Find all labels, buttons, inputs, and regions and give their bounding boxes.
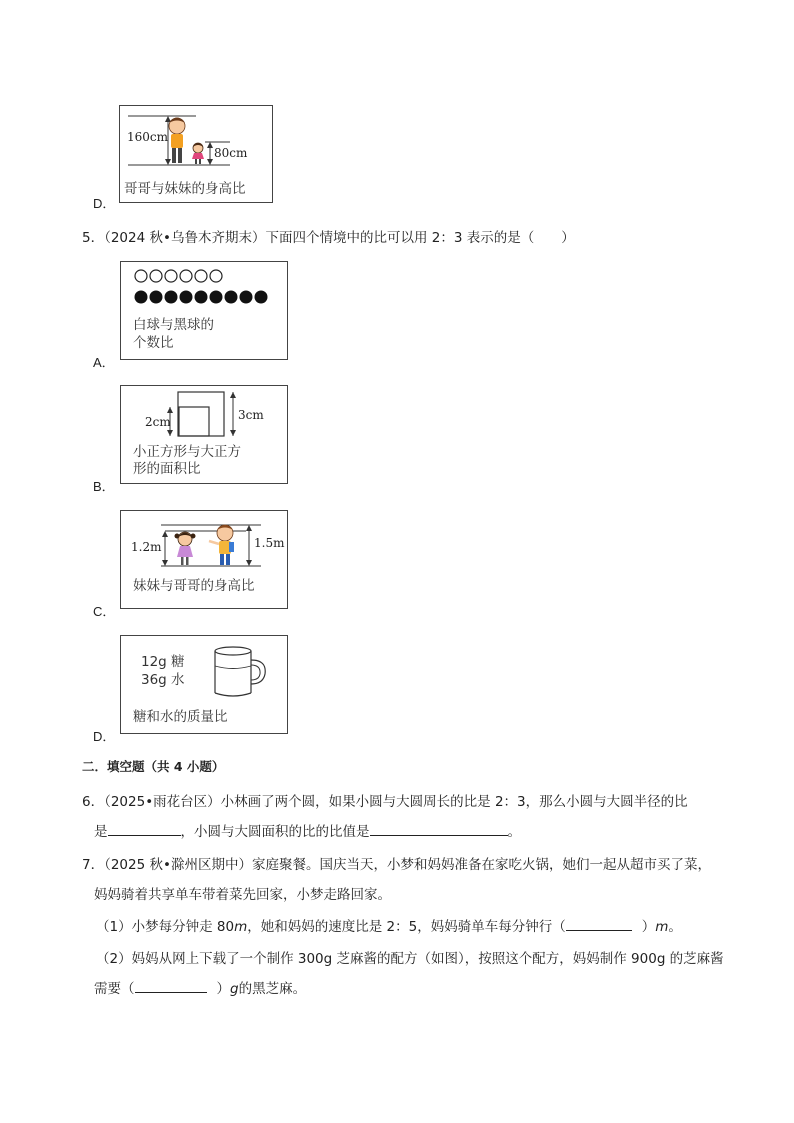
- boy-height-label: 160cm: [127, 130, 169, 144]
- unit-m: m: [655, 919, 669, 935]
- option-letter-b: B．: [93, 479, 115, 494]
- question-7-sub-2-line-2: [94, 977, 306, 997]
- q5-option-c-figure: [120, 510, 288, 609]
- figure-caption: 糖和水的质量比: [133, 709, 228, 725]
- cup-icon: [121, 636, 286, 706]
- answer-blank-mom-speed[interactable]: [566, 916, 632, 931]
- black-ball: [195, 291, 208, 304]
- white-ball: [210, 270, 222, 282]
- balls-illustration: [121, 262, 286, 312]
- boy-figure: [169, 118, 185, 164]
- q5-option-a-figure: [120, 261, 288, 360]
- black-ball: [150, 291, 163, 304]
- small-square-side-label: 2cm: [145, 415, 171, 429]
- girl-figure: [175, 532, 196, 565]
- water-amount: 36g 水: [141, 672, 185, 688]
- big-square-side-label: 3cm: [238, 408, 264, 422]
- sub2-prefix: 需要（: [94, 981, 135, 997]
- caption-line-2: 个数比: [133, 335, 174, 351]
- q5-option-d-figure: [120, 635, 288, 734]
- black-ball: [225, 291, 238, 304]
- close-paren: ）: [216, 981, 230, 997]
- question-7-line-1: 7．（2025 秋•滁州区期中）家庭聚餐。国庆当天，小梦和妈妈准备在家吃火锅，她们一起从超市买了菜，: [82, 857, 711, 873]
- answer-blank-area-ratio-value[interactable]: [370, 821, 508, 836]
- caption-line-1: 白球与黑球的: [133, 317, 214, 333]
- q4-option-d-figure: [119, 105, 273, 203]
- white-ball: [135, 270, 147, 282]
- question-7-sub-2-line-1: （2）妈妈从网上下载了一个制作 300g 芝麻酱的配方（如图），按照这个配方，妈妈制作 900g 的芝麻酱: [96, 951, 724, 967]
- question-7-line-2: 妈妈骑着共享单车带着菜先回家，小梦走路回家。: [94, 887, 391, 903]
- figure-caption: 妹妹与哥哥的身高比: [133, 578, 255, 594]
- unit-m: m: [234, 919, 248, 935]
- white-ball: [165, 270, 177, 282]
- option-letter-c: C．: [93, 604, 116, 619]
- white-ball: [180, 270, 192, 282]
- q5-option-b-figure: [120, 385, 288, 484]
- black-ball: [165, 291, 178, 304]
- question-7-sub-1: [96, 915, 682, 935]
- black-ball: [135, 291, 148, 304]
- sugar-amount: 12g 糖: [141, 654, 185, 670]
- option-letter-d: D．: [93, 729, 116, 744]
- sub1-prefix: （1）小梦每分钟走 80: [96, 919, 235, 935]
- caption-line-2: 形的面积比: [133, 461, 201, 477]
- sub1-mid: ，她和妈妈的速度比是 2：5，妈妈骑单车每分钟行（: [247, 919, 566, 935]
- girl-height-label: 80cm: [214, 146, 248, 160]
- black-ball: [255, 291, 268, 304]
- answer-blank-radius-ratio[interactable]: [108, 821, 181, 836]
- close-paren: ）: [641, 919, 656, 935]
- option-letter-d: D．: [93, 196, 116, 211]
- question-6-line-1: 6．（2025•雨花台区）小林画了两个圆，如果小圆与大圆周长的比是 2：3，那么小圆与大圆半径的比: [82, 794, 688, 810]
- black-ball: [240, 291, 253, 304]
- caption-line-1: 小正方形与大正方: [133, 444, 241, 460]
- white-ball: [150, 270, 162, 282]
- unit-g: g: [230, 981, 239, 997]
- black-ball: [180, 291, 193, 304]
- section-title: 二．填空题（共 4 小题）: [82, 759, 225, 774]
- option-letter-a: A．: [93, 355, 115, 370]
- white-ball: [195, 270, 207, 282]
- period: 。: [668, 919, 682, 935]
- question-5-stem: 5．（2024 秋•乌鲁木齐期末）下面四个情境中的比可以用 2：3 表示的是（ ）: [82, 230, 575, 246]
- sub2-end: 的黑芝麻。: [238, 981, 307, 997]
- prefix-text: 是: [94, 824, 108, 840]
- question-6-line-2: [94, 820, 521, 840]
- girl-figure: [192, 143, 204, 164]
- girl-height-label: 1.2m: [131, 540, 162, 554]
- figure-caption: 哥哥与妹妹的身高比: [124, 181, 246, 197]
- boy-height-label: 1.5m: [254, 536, 285, 550]
- mid-text: ，小圆与大圆面积的比的比值是: [180, 824, 370, 840]
- answer-blank-black-sesame[interactable]: [135, 978, 207, 993]
- end-text: 。: [507, 824, 521, 840]
- black-ball: [210, 291, 223, 304]
